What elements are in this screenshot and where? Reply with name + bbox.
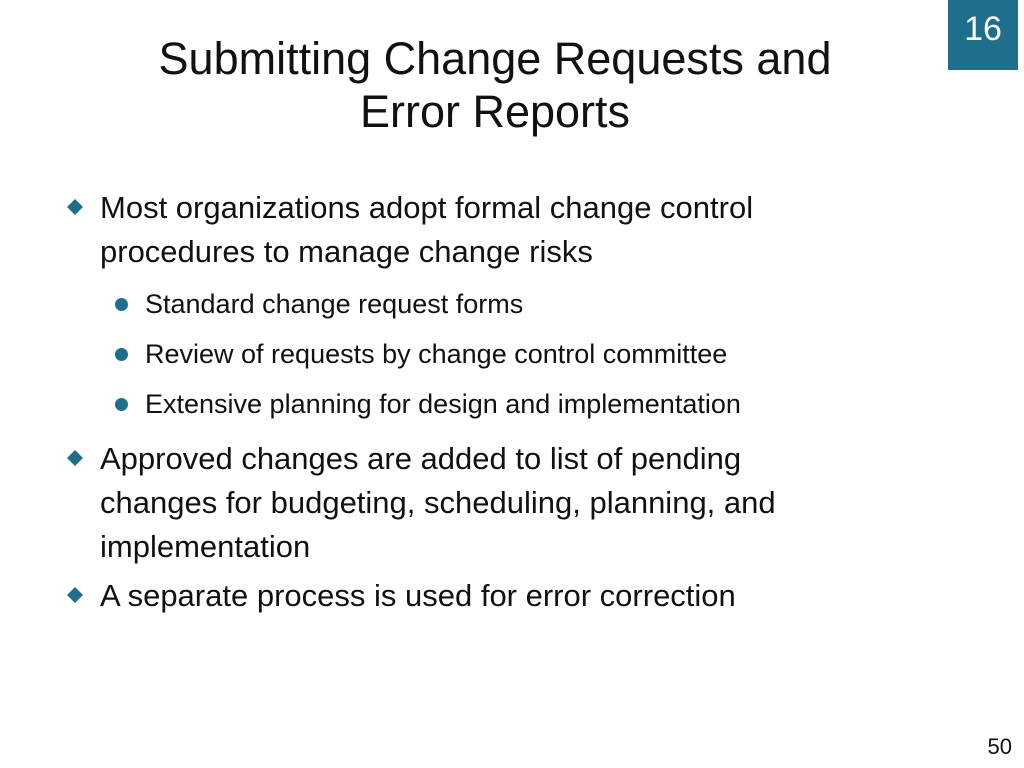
bullet-text-line: implementation: [100, 529, 311, 564]
sub-bullet-item: [64, 379, 944, 429]
bullet-item: [64, 574, 944, 618]
sub-bullet-text: Review of requests by change control committee: [145, 339, 728, 369]
diamond-bullet-icon: [67, 199, 83, 215]
sub-bullet-item: [64, 279, 944, 329]
round-bullet-icon: [115, 398, 128, 411]
round-bullet-icon: [115, 298, 128, 311]
diamond-bullet-icon: [67, 450, 83, 466]
slide-title-line-2: Error Reports: [359, 86, 631, 137]
bullet-text-line: Most organizations adopt formal change control: [100, 190, 754, 225]
sub-bullet-item: [64, 329, 944, 379]
bullet-item: [64, 186, 944, 274]
bullet-list: [64, 186, 944, 623]
page-number: 50: [987, 734, 1012, 759]
bullet-text-line: Approved changes are added to list of pending: [100, 441, 742, 476]
sub-bullet-text: Standard change request forms: [145, 289, 524, 319]
diamond-bullet-icon: [67, 587, 83, 603]
sub-bullet-text: Extensive planning for design and implementation: [145, 389, 741, 419]
bullet-text-line: changes for budgeting, scheduling, planning, and: [100, 485, 776, 520]
bullet-item: [64, 437, 944, 569]
bullet-text-line: A separate process is used for error correction: [100, 578, 736, 613]
round-bullet-icon: [115, 348, 128, 361]
slide-title-line-1: Submitting Change Requests and: [158, 33, 832, 84]
sub-bullet-list: [64, 279, 944, 429]
slide-title: [60, 32, 930, 138]
chapter-badge: 16: [948, 0, 1018, 70]
bullet-text-line: procedures to manage change risks: [100, 234, 593, 269]
